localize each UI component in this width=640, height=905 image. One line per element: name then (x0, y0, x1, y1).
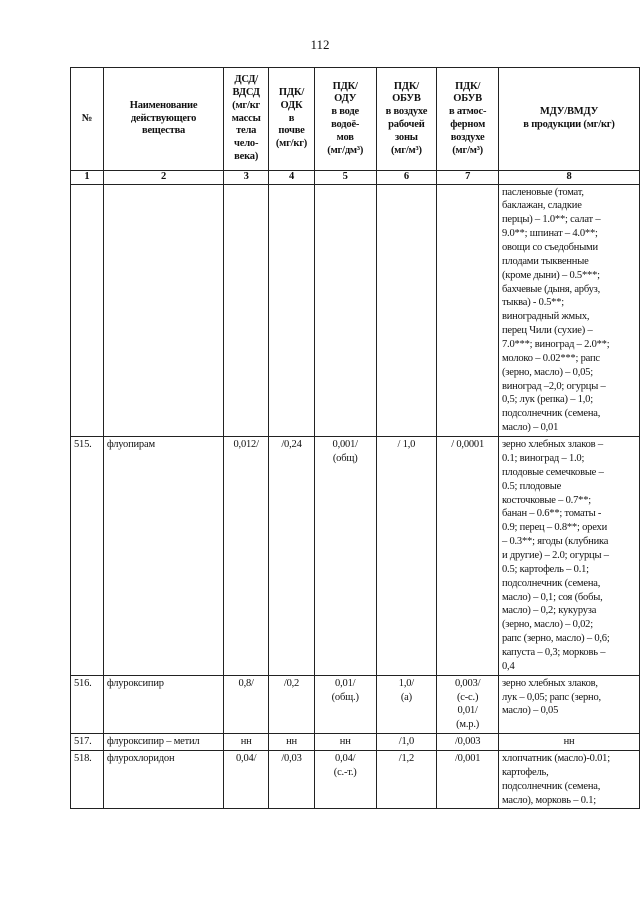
column-number: 8 (498, 171, 639, 185)
column-number: 3 (224, 171, 269, 185)
text-line: 0,5; лук (репка) – 1,0; (501, 394, 593, 406)
text-line: (м.р.) (456, 719, 480, 731)
row-obuv-work (376, 675, 437, 733)
text-line: в воде (331, 106, 360, 118)
text-line: (мг/м³) (452, 144, 483, 156)
text-line: (зерно, масло) – 0,02; (501, 619, 593, 631)
text-line: (с.-т.) (333, 766, 357, 778)
row-mrl (498, 675, 639, 733)
text-line: овощи со съедобными (501, 242, 598, 254)
text-line: 0,4 (501, 660, 515, 672)
text-line: в воздухе (385, 106, 428, 118)
row-odk (269, 184, 315, 436)
page-number: 112 (310, 37, 330, 52)
row-dsd (224, 184, 269, 436)
text-line: подсолнечник (семена, (501, 780, 601, 792)
header-num: № (71, 68, 104, 171)
text-line: 0,001/ (332, 439, 358, 451)
column-number: 1 (71, 171, 104, 185)
text-line: ОДК (280, 99, 303, 111)
text-line: в атмос- (448, 106, 487, 118)
header-mrl (498, 68, 639, 171)
row-obuv-air (437, 437, 499, 676)
text-line: плодами тыквенные (501, 255, 589, 267)
column-number: 6 (376, 171, 437, 185)
row-mrl (498, 734, 639, 751)
text-line: /1,2 (398, 752, 415, 764)
text-line: лук – 0,05; рапс (зерно, (501, 691, 601, 703)
text-line: подсолнечник (семена, (501, 577, 601, 589)
text-line: пасленовые (томат, (501, 186, 584, 198)
text-line: банан – 0.6**; томаты - (501, 508, 602, 520)
text-line: мов (336, 131, 354, 143)
text-line: тела (236, 125, 257, 137)
text-line: молоко – 0.02***; рапс (501, 352, 600, 364)
text-line: в продукции (мг/кг) (523, 119, 615, 130)
text-line: МДУ/ВМДУ (539, 106, 599, 118)
table-row (71, 437, 640, 676)
text-line: нн (563, 736, 575, 748)
text-line: /1,0 (398, 736, 415, 748)
text-line: ДСД/ (234, 74, 258, 86)
column-number: 7 (437, 171, 499, 185)
text-line: 0,003/ (454, 677, 481, 689)
row-obuv-work (376, 750, 437, 808)
text-line: косточковые – 0.7**; (501, 494, 591, 506)
text-line: рапс (зерно, масло) – 0,6; (501, 633, 610, 645)
text-line: масло), морковь – 0.1; (501, 794, 596, 806)
column-number-row (71, 171, 640, 185)
row-dsd: 0,04/ (224, 750, 269, 808)
row-num: 517. (71, 734, 104, 751)
text-line: действующего (130, 112, 197, 124)
text-line: ферном (450, 119, 486, 130)
row-obuv-air (437, 675, 499, 733)
row-odk: нн (269, 734, 315, 751)
text-line: рабочей (388, 119, 425, 130)
text-line: ПДК/ (393, 80, 419, 92)
text-line: и другие) – 2.0; огурцы – (501, 549, 609, 561)
row-substance: флуопирам (103, 437, 223, 676)
row-obuv-air (437, 734, 499, 751)
text-line: ПДК/ (332, 80, 358, 92)
text-line: бахчевые (дыня, арбуз, (501, 283, 601, 295)
text-line: ОБУВ (392, 93, 421, 105)
text-line: хлопчатник (масло)-0.01; (501, 752, 610, 764)
row-dsd: нн (224, 734, 269, 751)
row-mrl (498, 437, 639, 676)
text-line: зерно хлебных злаков – (501, 439, 603, 451)
row-obuv-air (437, 184, 499, 436)
header-name (103, 68, 223, 171)
text-line: в (288, 112, 295, 124)
text-line: / 1,0 (397, 439, 416, 451)
text-line: / 0,0001 (451, 439, 485, 451)
row-num: 518. (71, 750, 104, 808)
row-substance: флуроксипир (103, 675, 223, 733)
text-line: масло) – 0,1; соя (бобы, (501, 591, 603, 603)
row-obuv-work (376, 437, 437, 676)
text-line: (а) (400, 691, 412, 703)
table-row (71, 734, 640, 751)
pesticide-table (70, 67, 640, 809)
text-line: (мг/кг (232, 99, 261, 111)
header-row (71, 68, 640, 171)
row-odu (314, 675, 376, 733)
text-line: 0,01/ (457, 705, 478, 717)
text-line: /0,001 (454, 752, 481, 764)
text-line: массы (231, 112, 261, 124)
column-number: 2 (103, 171, 223, 185)
text-line: ПДК/ (278, 87, 305, 98)
text-line: (мг/дм³) (327, 144, 364, 156)
text-line: 7.0***; виноград – 2.0**; (501, 339, 610, 351)
row-odk: /0,03 (269, 750, 315, 808)
table-row (71, 675, 640, 733)
row-obuv-work (376, 734, 437, 751)
text-line: виноградный жмых, (501, 311, 590, 323)
row-num: 516. (71, 675, 104, 733)
text-line: ПДК/ (455, 80, 481, 92)
text-line: плодовые семечковые – (501, 466, 604, 478)
text-line: ОДУ (334, 93, 357, 105)
text-line: перец Чили (сухие) – (501, 325, 593, 337)
text-line: 0,04/ (335, 752, 356, 764)
row-substance: флурохлоридон (103, 750, 223, 808)
row-num (71, 184, 104, 436)
text-line: – 0.3**; ягоды (клубника (501, 536, 609, 548)
column-number: 4 (269, 171, 315, 185)
text-line: ВДСД (232, 87, 260, 98)
row-odu (314, 734, 376, 751)
text-line: (общ) (332, 452, 358, 464)
text-line: (общ.) (331, 691, 359, 703)
table-row (71, 184, 640, 436)
row-obuv-air (437, 750, 499, 808)
text-line: масло) – 0,2; кукуруза (501, 605, 597, 617)
text-line: перцы) – 1.0**; салат – (501, 214, 601, 226)
text-line: подсолнечник (семена, (501, 408, 601, 420)
row-dsd: 0,8/ (224, 675, 269, 733)
row-substance: флуроксипир – метил (103, 734, 223, 751)
text-line: виноград –2,0; огурцы – (501, 380, 606, 392)
header-obuv-air (437, 68, 499, 171)
row-substance (103, 184, 223, 436)
text-line: 0.9; перец – 0.8**; орехи (501, 522, 608, 534)
text-line: 9.0**; шпинат – 4.0**; (501, 228, 598, 240)
text-line: ОБУВ (453, 93, 482, 105)
text-line: (кроме дыни) – 0.5***; (501, 269, 600, 281)
text-line: водоё- (331, 119, 360, 130)
text-line: (мг/м³) (391, 144, 422, 156)
text-line: 1,0/ (398, 677, 415, 689)
text-line: /0,003 (454, 736, 481, 748)
text-line: почве (278, 125, 305, 137)
header-dsd (224, 68, 269, 171)
text-line: 0.5; плодовые (501, 480, 562, 492)
text-line: зоны (394, 131, 418, 143)
row-dsd: 0,012/ (224, 437, 269, 676)
text-line: Наименование (129, 99, 198, 111)
header-odu (314, 68, 376, 171)
text-line: (мг/кг) (275, 138, 308, 150)
row-odu (314, 184, 376, 436)
text-line: картофель, (501, 766, 549, 778)
row-num: 515. (71, 437, 104, 676)
text-line: зерно хлебных злаков, (501, 677, 598, 689)
text-line: вещества (141, 125, 186, 137)
text-line: (зерно, масло) – 0,05; (501, 366, 593, 378)
text-line: баклажан, сладкие (501, 200, 582, 212)
row-mrl (498, 750, 639, 808)
header-obuv-work (376, 68, 437, 171)
row-odu (314, 437, 376, 676)
table-row (71, 750, 640, 808)
text-line: масло) – 0,05 (501, 705, 559, 717)
text-line: (с-с.) (457, 691, 479, 703)
row-obuv-work (376, 184, 437, 436)
text-line: чело- (234, 138, 259, 150)
text-line: тыква) - 0.5**; (501, 297, 564, 309)
text-line: масло) – 0,01 (501, 422, 559, 434)
text-line: 0.5; картофель – 0.1; (501, 563, 589, 575)
row-odk: /0,2 (269, 675, 315, 733)
header-odk (269, 68, 315, 171)
row-odu (314, 750, 376, 808)
row-mrl (498, 184, 639, 436)
text-line: воздухе (450, 131, 485, 143)
text-line: 0.1; виноград – 1.0; (501, 452, 585, 464)
text-line: века) (234, 150, 259, 162)
text-line: 0,01/ (335, 677, 356, 689)
text-line: нн (339, 736, 351, 748)
text-line: капуста – 0,3; морковь – (501, 646, 606, 658)
row-odk: /0,24 (269, 437, 315, 676)
column-number: 5 (314, 171, 376, 185)
